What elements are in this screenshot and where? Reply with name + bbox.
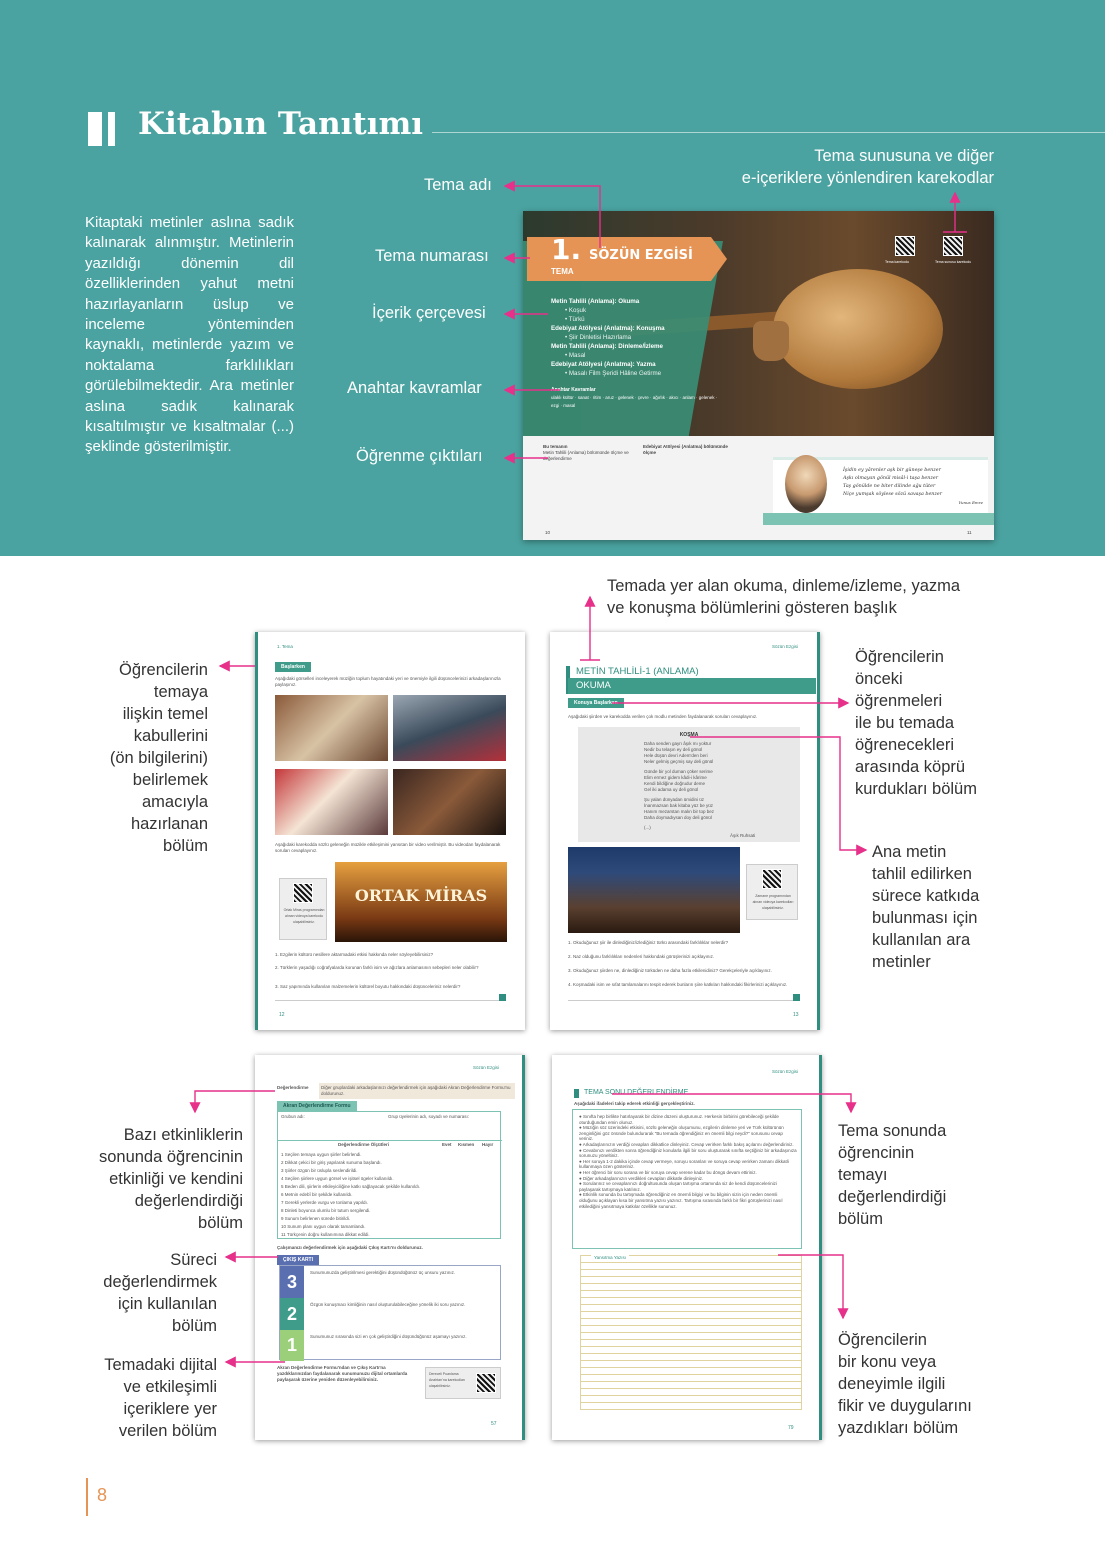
section-pill: Başlarken xyxy=(275,662,311,672)
poem-box: KOŞMA Daha senden gayrı âşık mı yoktur Nedir bu telaşın ey deli gönül Hele düşün devri Adem'den beri Neler gelmiş geçmiş say deli gönül Günde bir yol duman çöker serime Elim ermez gidem kâdi-i kârime Kendi bildiğine doğrudur deme Gel iki adama uy deli gönül Şu yalan dünyadan ümidini üz İnanmazsan bak kitaba yüz be yüz Hanım mezarstan malın bir top bez Daha doymadıysan doy deli gönül (...) Âşık Ruhsati xyxy=(578,727,800,842)
ortak-miras-banner: ORTAK MİRAS xyxy=(335,862,507,942)
page-79-preview: Sözün Ezgisi TEMA SONU DEĞERLENDİRME Aşağıdaki ifadeleri takip ederek etkinliği gerçekleştiriniz. ● Sınıfta hep birlikte hatırlayarak bir dizine düzeni oluşturunuz. Herkesin birbirini görebileceği şekilde oturduğundan emin olunuz. ● Müziğin söz üzerindeki etkisini, sözlü geleneğin oluşumunu, ezgilerin dinleme yeri ve Türk kültürünün zenginliğini göz önünde bulundurarak "Bu temada öğrendiğiniz en önemli bilgi neydi?" sorusunu cevap veriniz. ● Arkadaşlarınızın verdiği cevapları dikkatlice dinleyiniz. Cevap verirken farklı bakış açılarını değerlendiriniz. ● Cevabınızı verdikten sonra öğrendiğiniz konularla ilgili bir soru oluşturarak sınıfta seçtiğiniz bir arkadaşınıza sorunuzu yöneltiniz. ● Her soruya 1-2 dakika içinde cevap vermeye, soruyu soranları ve soruya cevap verirken zamanı dikkatli kullanmaya özen gösteriniz. ● Her öğrenci bir soru sorana ve bir soruya cevap verene kadar bu döngü devam ettiriniz. ● Diğer arkadaşlarınızın verdikleri cevapları dikkatle dinleyiniz. ● Sorularınız ve cevaplarınızı doğrultusunda oluşan tartışma ortamında siz de kendi düşüncelerinizi paylaşarak tartışmaya katılınız. ● Etkinlik sonunda bu tartışmada öğrendiğiniz en önemli bilgiyi ve bu bilginin sizin için neden önemli olduğunu açıklayan kısa bir yansıtma yazısı yazınız. Tartışma sırasında farklı bir fikri görüşlerinizi nasıl etkilediğini yansıtmaya katkılar özellikle sununuz. Yansıtma Yazısı 79 xyxy=(552,1055,822,1440)
qr-code-icon[interactable] xyxy=(943,236,963,256)
page-number: 8 xyxy=(97,1485,108,1505)
label-digital-content: Temadaki dijital ve etkileşimli içeriklere yer verilen bölüm xyxy=(104,1356,217,1440)
theme-number: 1. xyxy=(551,233,582,266)
theme-spread-preview xyxy=(523,211,994,540)
teal-strip xyxy=(763,513,994,525)
page-title: Kitabın Tanıtımı xyxy=(138,106,424,142)
page-13-preview: Sözün Ezgisi METİN TAHLİLİ-1 (ANLAMA) OKUMA Konuya Başlarken Aşağıdaki şiirden ve karekodda verilen çok modlu metinden faydalanarak soruları cevaplayınız. KOŞMA Daha senden gayrı âşık mı yoktur Nedir bu telaşın ey deli gönül Hele düşün devri Adem'den beri Neler gelmiş geçmiş say deli gönül Günde bir yol duman çöker serime Elim ermez gidem kâdi-i kârime Kendi bildiğine doğrudur deme Gel iki adama uy deli gönül Şu yalan dünyadan ümidini üz İnanmazsan bak kitaba yüz be yüz Hanım mezarstan malın bir top bez Daha doymadıysan doy deli gönül (...) Âşık Ruhsati Zamane programından alınan videoya karekodları ulaşabilirsiniz. 1. Okuduğunuz şiir ile dinlediğiniz/izlediğiniz türkü arasındaki farklılıklar nelerdir? 2. Naz olduğunu farklılıkları nedenleri hakkındaki görüşlerinizi açıklayınız. 3. Okuduğunuz şiirden ne, dinlediğiniz türküden ne daha fazla etkilenidiniz? Gerekçeleriyle açıklayınız. 4. Koşmadaki isim ve sıfat tamlamalarını tespit ederek bunların şiire katkıları hakkındaki fikirlerinizi açıklayınız. 13 xyxy=(550,632,820,1030)
page-57-preview: Sözün Ezgisi Değerlendirme Diğer gruplardaki arkadaşlarınızı değerlendirmek için aşağıdaki Akran Değerlendirme Formu'nu doldurunuz. Akran Değerlendirme Formu Grubun adı: Grup üyelerinin adı, soyadı ve numarası: Değerlendirme Ölçütleri Evet Kısmen Hayır 1 Seçilen temaya uygun şiirler belirlendi. 2 Dikkat çekici bir giriş yapılarak sunuma başlandı. 3 Şiirler özgün bir üslupla seslendirildi. 4 Seçilen şiirlere uygun görsel ve işitsel ögeler kullanıldı. 5 Beden dili, şiirlerin etkileyiciliğine katkı sağlayacak şekilde kullanıldı. 6 Metnin edebî bir şekilde kullanıldı. 7 Gerekli yerlerde vurgu ve tonlama yapıldı. 8 Dinleti boyunca olumlu bir tutum sergilendi. 9 Sunum belirlenen sürede bitirildi. 10 Sunum planı uygun olarak tamamlandı. 11 Türkçenin doğru kullanımına dikkat edildi. Çalışmanızı değerlendirmek için aşağıdaki Çıkış Kartı'nı doldurunuz. ÇIKIŞ KARTI 3 Sunumunuzda geliştirilmesi gerektiğini düşündüğünüz üç unsuru yazınız. 2 Özgün konuşmacı kimliğinin nasıl oluşturulabileceğine yönelik iki soru yazınız. 1 Sunumunuz sırasında sizi en çok geliştirdiğini düşündüğünüz aşamayı yazınız. Akran Değerlendirme Formu'ndan ve Çıkış Kartı'na yazdıklarınızdan faydalanarak sunumunuzu dijital ortamlarda paylaşarak üzerine yeniden düzenleyebilirsiniz. Dereceli Puanlama Anahtarı'na karekodları ulaşabilirsiniz. 57 xyxy=(255,1055,525,1440)
label-writing-section: Öğrencilerin bir konu veya deneyimle ilgili fikir ve duygularını yazdıkları bölüm xyxy=(838,1331,972,1437)
poet-portrait xyxy=(785,455,827,513)
musicians-photo xyxy=(568,847,740,933)
section-heading: TEMA SONU DEĞERLENDİRME xyxy=(584,1089,689,1096)
peer-evaluation-form: Grubun adı: Grup üyelerinin adı, soyadı ve numarası: Değerlendirme Ölçütleri Evet Kısmen Hayır 1 Seçilen temaya uygun şiirler belirlendi. 2 Dikkat çekici bir giriş yapılarak sunuma başlandı. 3 Şiirler özgün bir üslupla seslendirildi. 4 Seçilen şiirlere uygun görsel ve işitsel ögeler kullanıldı. 5 Beden dili, şiirlerin etkileyiciliğine katkı sağlayacak şekilde kullanıldı. 6 Metnin edebî bir şekilde kullanıldı. 7 Gerekli yerlerde vurgu ve tonlama yapıldı. 8 Dinleti boyunca olumlu bir tutum sergilendi. 9 Sunum belirlenen sürede bitirildi. 10 Sunum planı uygun olarak tamamlandı. 11 Türkçenin doğru kullanımına dikkat edildi. xyxy=(277,1111,501,1239)
label-theme-end-evaluation: Tema sonunda öğrencinin temayı değerlendirdiği bölüm xyxy=(838,1122,947,1228)
label-prior-knowledge: Öğrencilerin temaya ilişkin temel kabullerini (ön bilgilerini) belirlemek amacıyla hazırlanan bölüm xyxy=(109,661,208,855)
theme-word: TEMA xyxy=(551,267,574,276)
section-subheading: OKUMA xyxy=(576,680,611,691)
footer-divider xyxy=(86,1478,88,1516)
intro-text: Kitaptaki metinler aslına sadık kalınarak alınmıştır. Metinlerin yazıldığı dönemin dil özelliklerinden yahut metni hazırlayanların üslup ve inceleme yönteminden kaynaklı, metinlerde yazım ve noktalama farklılıkları görülebilmektedir. Ara metinler aslına sadık kalınarak kısaltılmıştır ve kısaltmalar (...) şeklinde gösterilmiştir. xyxy=(85,214,294,456)
label-intermediate-texts: Ana metin tahlil edilirken sürece katkıda bulunması için kullanılan ara metinler xyxy=(872,843,980,971)
digital-content-box: Dereceli Puanlama Anahtarı'na karekodları ulaşabilirsiniz. xyxy=(425,1367,501,1399)
quote-poem: İşidin ey yârenler aşk bir güneşe benzer Aşkı olmayan gönül misâl-i taşa benzer Taş gönülde ne biter dilinde ağu tüter Niçe yumşak söylese sözü savaşa benzer Yunus Emre xyxy=(843,468,983,505)
label-self-evaluation: Bazı etkinliklerin sonunda öğrencinin etkinliği ve kendini değerlendirdiği bölüm xyxy=(98,1126,243,1232)
ceremony-photo xyxy=(393,695,506,761)
label-learning-outcomes: Öğrenme çıktıları xyxy=(356,447,483,465)
content-list: Metin Tahlili (Anlama): Okuma • Koşuk • Türkü Edebiyat Atölyesi (Anlatma): Konuşma • Şiir Dinletisi Hazırlama Metin Tahlili (Anlama): Dinleme/İzleme • Masal Edebiyat Atölyesi (Anlatma): Yazma • Masalı Film Şeridi Hâline Getirme xyxy=(551,298,665,377)
qr-caption: Tema sunusu karekodu xyxy=(935,260,972,264)
key-concepts: Anahtar Kavramlar ulaklı kültür · sanat · ritim · aruz · gelenek · çevre · ağırlık · akıcı · anlam · gelenek · ezgi · masal xyxy=(551,387,718,408)
section-heading: METİN TAHLİLİ-1 (ANLAMA) xyxy=(576,666,699,677)
outcomes-area: Bu temanın Metin Tahlili (Anlama) bölümünde ölçme ve değerlendirme Edebiyat Atölyesi (Anlatma) bölümünde ölçme 10 11 xyxy=(523,436,994,540)
label-process-evaluation: Süreci değerlendirmek için kullanılan bölüm xyxy=(103,1251,217,1335)
dervish-photo xyxy=(275,695,388,761)
label-theme-name: Tema adı xyxy=(424,176,492,194)
qr-card: Ortak Miras programından alınan videoya karekodu ulaşabilirsiniz. xyxy=(279,878,327,940)
qr-card: Zamane programından alınan videoya karekodları ulaşabilirsiniz. xyxy=(746,864,798,920)
label-content-frame: İçerik çerçevesi xyxy=(372,304,486,322)
evaluation-steps: ● Sınıfta hep birlikte hatırlayarak bir dizine düzeni oluşturunuz. Herkesin birbirini görebileceği şekilde oturduğundan emin olunuz. ● Müziğin söz üzerindeki etkisini, sözlü geleneğin oluşumunu, ezgilerin dinleme yeri ve Türk kültürünün zenginliğini göz önünde bulundurarak "Bu temada öğrendiğiniz en önemli bilgi neydi?" sorusunu cevap veriniz. ● Arkadaşlarınızın verdiği cevapları dikkatlice dinleyiniz. Cevap verirken farklı bakış açılarını değerlendiriniz. ● Cevabınızı verdikten sonra öğrendiğiniz konularla ilgili bir soru oluşturarak sınıfta seçtiğiniz bir arkadaşınıza sorunuzu yöneltiniz. ● Her soruya 1-2 dakika içinde cevap vermeye, soruyu soranları ve soruya cevap verirken zamanı dikkatli kullanmaya özen gösteriniz. ● Her öğrenci bir soru sorana ve bir soruya cevap verene kadar bu döngü devam ettiriniz. ● Diğer arkadaşlarınızın verdikleri cevapları dikkatle dinleyiniz. ● Sorularınız ve cevaplarınızı doğrultusunda oluşan tartışma ortamında siz de kendi düşüncelerinizi paylaşarak tartışmaya katılınız. ● Etkinlik sonunda bu tartışmada öğrendiğiniz en önemli bilgiyi ve bu bilginin sizin için neden önemli olduğunu açıklayan kısa bir yansıtma yazısı yazınız. Tartışma sırasında farklı bir fikri görüşlerinizi nasıl etkilediğini yansıtmaya katkılar özellikle sununuz. xyxy=(572,1109,802,1249)
title-bars-icon xyxy=(88,112,120,146)
section-pill: Konuya Başlarken xyxy=(568,698,624,708)
qr-code-icon[interactable] xyxy=(895,236,915,256)
folk-dance-photo xyxy=(275,769,388,835)
title-divider xyxy=(432,132,1105,133)
orchestra-photo xyxy=(393,769,506,835)
page-12-preview: 1. Tema Başlarken Aşağıdaki görselleri inceleyerek müziğin toplum hayatındaki yeri ve önemiyle ilgili düşüncelerinizi arkadaşlarınızla paylaşınız. Aşağıdaki karekodda sözlü geleneğin müzikle etkileşimini yansıtan bir video verilmiştir. Bu videodan faydalanarak soruları cevaplayınız. Ortak Miras programından alınan videoya karekodu ulaşabilirsiniz. ORTAK MİRAS 1. Ezgilerin kültürü nesillere aktarmadaki etkisi hakkında neler söyleyebilirsiniz? 2. Türklerin yaşadığı coğrafyalarda korunan farklı isim ve ağızlara anlamasının sebepleri neler olabilir? 3. Saz yapımında kullanılan malzemelerin kültürel boyutu hakkındaki düşünceleriniz nelerdir? 12 xyxy=(255,632,525,1030)
writing-area: Yansıtma Yazısı xyxy=(580,1255,802,1410)
label-key-concepts: Anahtar kavramlar xyxy=(347,379,482,397)
label-theme-number: Tema numarası xyxy=(375,247,489,265)
label-bridge-section: Öğrencilerin önceki öğrenmeleri ile bu temada öğrenecekleri arasında köprü kurdukları bölüm xyxy=(855,648,977,798)
exit-card: 3 Sunumunuzda geliştirilmesi gerektiğini düşündüğünüz üç unsuru yazınız. 2 Özgün konuşmacı kimliğinin nasıl oluşturulabileceğine yönelik iki soru yazınız. 1 Sunumunuz sırasında sizi en çok geliştirdiğini düşündüğünüz aşamayı yazınız. xyxy=(279,1265,501,1360)
exit-card-pill: ÇIKIŞ KARTI xyxy=(277,1255,319,1265)
label-qr-codes: Tema sunusuna ve diğer e-içeriklere yönlendiren karekodlar xyxy=(741,147,994,187)
theme-name: SÖZÜN EZGİSİ xyxy=(589,248,693,263)
label-section-header: Temada yer alan okuma, dinleme/izleme, yazma ve konuşma bölümlerini gösteren başlık xyxy=(607,577,961,617)
qr-caption: Tema karekodu xyxy=(885,260,909,264)
